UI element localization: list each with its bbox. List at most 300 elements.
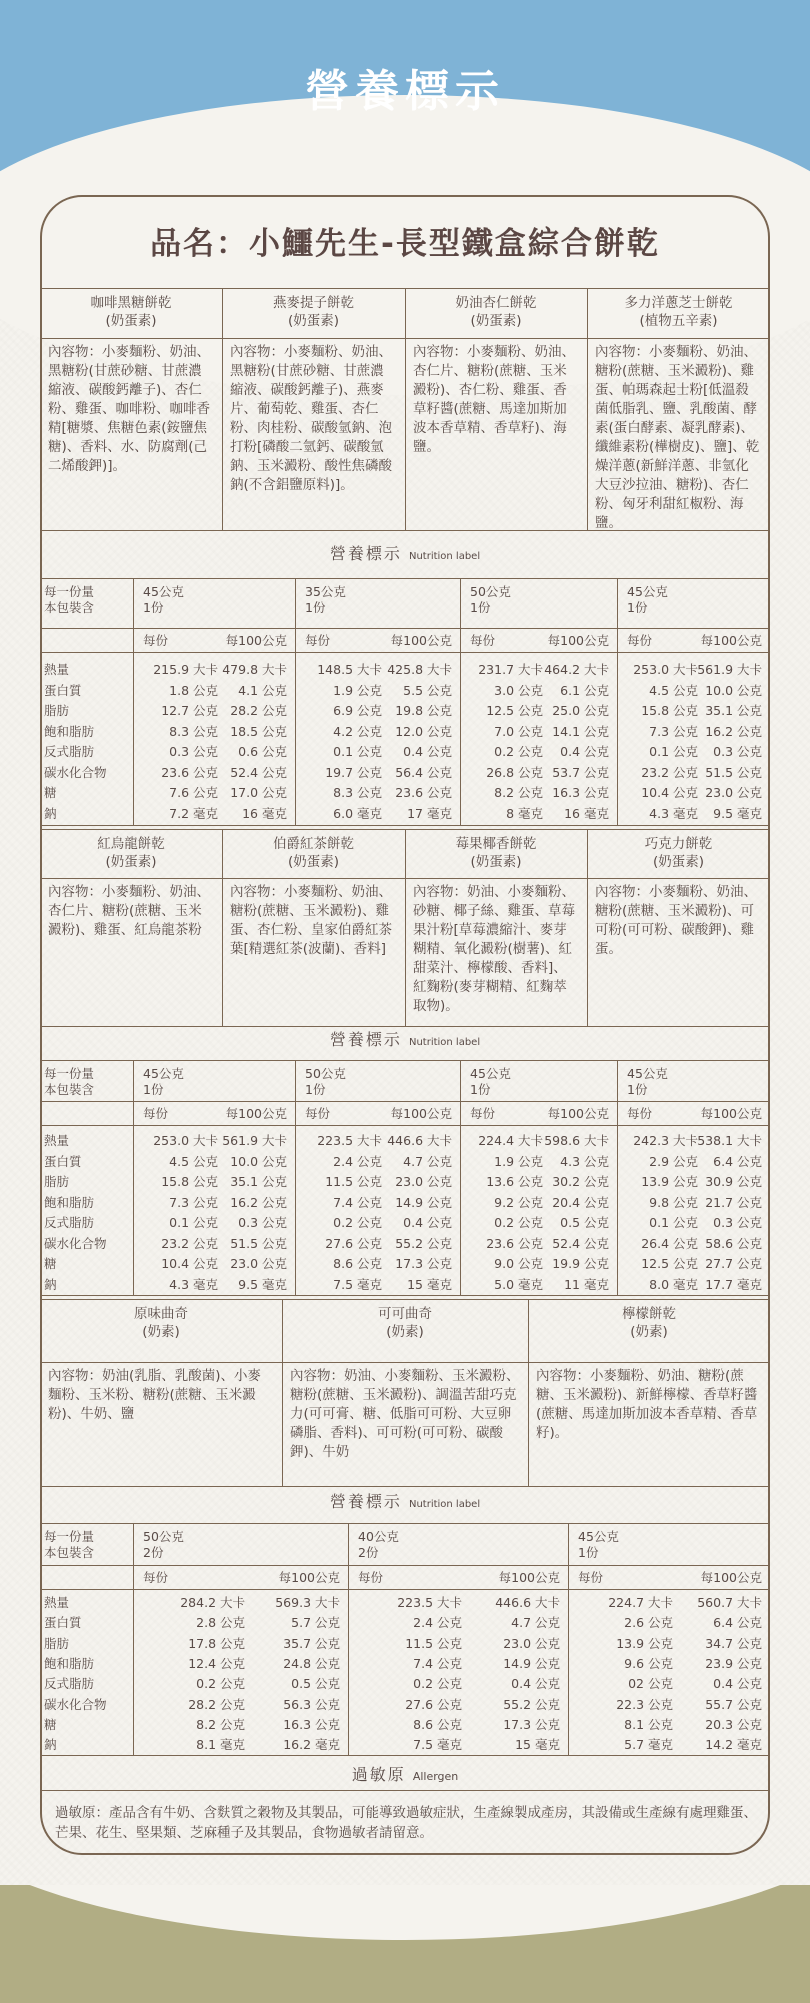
product-name: 品名：小鱷先生-長型鐵盒綜合餅乾	[150, 226, 660, 262]
per-serving-value: 10.4 公克	[641, 785, 698, 800]
serving-size: 45公克	[627, 584, 668, 599]
per-100g-value: 30.9 公克	[705, 1174, 762, 1189]
per-serving-value: 7.3 公克	[169, 1194, 218, 1210]
per-serving-value: 4.2 公克	[333, 723, 382, 739]
product-ingredients: 內容物：小麥麵粉、奶油、糖粉(蔗糖、玉米澱粉)、新鮮檸檬、香草籽醬(蔗糖、馬達加斯加波本香草精、香草籽)。	[536, 1368, 758, 1441]
per-100g-header: 每100公克	[225, 1106, 287, 1121]
per-100g-value: 464.2 大卡	[544, 662, 609, 677]
nutrient-label: 熱量	[44, 1133, 70, 1148]
serving-count: 1份	[143, 600, 164, 615]
per-100g-value: 560.7 大卡	[697, 1595, 762, 1610]
per-100g-value: 18.5 公克	[230, 723, 287, 739]
per-100g-value: 0.4 公克	[560, 744, 609, 759]
per-serving-value: 0.2 公克	[494, 1215, 543, 1230]
per-100g-header: 每100公克	[498, 1570, 560, 1585]
serving-count: 1份	[627, 1082, 648, 1097]
per-serving-header: 每份	[470, 633, 496, 648]
per-100g-value: 598.6 大卡	[544, 1133, 609, 1148]
per-100g-header: 每100公克	[700, 1106, 762, 1121]
nutrient-label: 鈉	[44, 1737, 57, 1753]
per-serving-header: 每份	[578, 1570, 604, 1585]
per-serving-value: 7.4 公克	[413, 1655, 462, 1671]
per-100g-header: 每100公克	[225, 633, 287, 648]
serving-count: 1份	[627, 600, 648, 615]
per-serving-value: 5.7 毫克	[624, 1737, 673, 1753]
per-serving-value: 8.6 公克	[333, 1256, 382, 1271]
per-100g-value: 0.3 公克	[713, 744, 762, 759]
per-serving-value: 0.2 公克	[196, 1676, 245, 1692]
per-serving-value: 02 公克	[628, 1676, 673, 1692]
per-serving-value: 224.7 大卡	[608, 1595, 673, 1610]
per-100g-value: 17.0 公克	[230, 785, 287, 800]
per-100g-value: 538.1 大卡	[697, 1133, 762, 1148]
per-serving-value: 19.7 公克	[325, 764, 382, 780]
divider	[40, 1101, 770, 1102]
per-100g-value: 15 毫克	[407, 1276, 452, 1292]
product-header	[222, 835, 405, 871]
per-serving-value: 17.8 公克	[188, 1635, 245, 1651]
per-serving-value: 2.6 公克	[624, 1615, 673, 1631]
per-100g-value: 11 毫克	[564, 1276, 609, 1292]
divider	[40, 1125, 770, 1126]
per-100g-value: 561.9 大卡	[697, 662, 762, 677]
nutrition-label-title: 營養標示 Nutrition label	[329, 1492, 481, 1511]
nutrient-label: 糖	[44, 785, 57, 800]
per-100g-header: 每100公克	[390, 633, 452, 648]
per-100g-value: 0.5 公克	[560, 1215, 609, 1230]
per-100g-value: 6.4 公克	[713, 1615, 762, 1631]
per-100g-value: 16.3 公克	[552, 785, 609, 800]
divider	[40, 1589, 770, 1590]
per-100g-value: 4.7 公克	[403, 1153, 452, 1169]
per-100g-header: 每100公克	[547, 1106, 609, 1121]
product-header	[587, 294, 770, 330]
per-100g-value: 51.5 公克	[230, 1235, 287, 1251]
serving-count: 1份	[143, 1082, 164, 1097]
per-serving-value: 12.5 公克	[641, 1256, 698, 1271]
per-100g-value: 0.4 公克	[403, 744, 452, 759]
per-serving-value: 7.3 公克	[649, 723, 698, 739]
per-serving-value: 215.9 大卡	[153, 662, 218, 677]
per-100g-value: 5.5 公克	[403, 682, 452, 698]
per-serving-value: 4.5 公克	[649, 682, 698, 698]
serving-size: 35公克	[305, 584, 346, 599]
per-100g-value: 14.2 毫克	[705, 1737, 762, 1753]
product-header	[282, 1305, 528, 1341]
per-serving-value: 15.8 公克	[161, 1174, 218, 1189]
product-ingredients: 內容物：小麥麵粉、奶油、糖粉(蔗糖、玉米澱粉)、雞蛋、帕瑪森起士粉[低溫殺菌低脂乳、鹽、乳酸菌、酵素(蛋白酵素、凝乳酵素)、纖維素粉(樺樹皮)、鹽]、乾燥洋蔥(新鮮洋蔥、非氫化大豆沙拉油、糖粉)、杏仁粉、匈牙利甜紅椒粉、海鹽。	[595, 344, 760, 531]
product-diet-type: (植物五辛素)	[639, 313, 718, 329]
per-100g-header: 每100公克	[390, 1106, 452, 1121]
serving-count: 1份	[305, 600, 326, 615]
product-title: 咖啡黑糖餅乾	[90, 295, 172, 311]
nutrient-label: 熱量	[44, 662, 70, 677]
per-100g-value: 4.1 公克	[238, 682, 287, 698]
serving-count: 2份	[358, 1545, 379, 1560]
product-diet-type: (奶蛋素)	[105, 313, 157, 329]
divider	[40, 1523, 770, 1524]
per-100g-value: 561.9 大卡	[222, 1133, 287, 1148]
product-diet-type: (奶素)	[630, 1324, 668, 1340]
per-serving-value: 253.0 大卡	[153, 1133, 218, 1148]
per-100g-value: 10.0 公克	[705, 682, 762, 698]
product-ingredients: 內容物：小麥麵粉、奶油、糖粉(蔗糖、玉米澱粉)、雞蛋、杏仁粉、皇家伯爵紅茶葉[精選紅茶(波蘭)、香料]	[230, 884, 392, 957]
per-100g-value: 4.7 公克	[511, 1615, 560, 1631]
per-100g-value: 425.8 大卡	[387, 662, 452, 677]
per-serving-value: 23.6 公克	[486, 1235, 543, 1251]
serving-size-label: 每一份量	[44, 1066, 95, 1081]
product-title: 原味曲奇	[134, 1306, 188, 1322]
divider	[40, 628, 770, 629]
per-serving-value: 11.5 公克	[325, 1174, 382, 1189]
per-100g-value: 53.7 公克	[552, 764, 609, 780]
per-100g-value: 4.3 公克	[560, 1153, 609, 1169]
per-100g-value: 23.9 公克	[705, 1655, 762, 1671]
per-serving-header: 每份	[470, 1106, 496, 1121]
per-serving-value: 1.9 公克	[494, 1153, 543, 1169]
per-serving-header: 每份	[143, 1106, 169, 1121]
per-100g-value: 56.4 公克	[395, 764, 452, 780]
per-100g-value: 16 毫克	[564, 805, 609, 821]
serving-size: 45公克	[143, 584, 184, 599]
per-serving-header: 每份	[358, 1570, 384, 1585]
per-serving-value: 7.2 毫克	[169, 805, 218, 821]
per-serving-value: 7.5 毫克	[333, 1276, 382, 1292]
product-ingredients: 內容物：小麥麵粉、奶油、糖粉(蔗糖、玉米澱粉)、可可粉(可可粉、碳酸鉀)、雞蛋。	[595, 884, 757, 957]
divider	[40, 825, 770, 826]
per-100g-value: 479.8 大卡	[222, 662, 287, 677]
product-ingredients: 內容物：奶油、小麥麵粉、玉米澱粉、糖粉(蔗糖、玉米澱粉)、調溫苦甜巧克力(可可膏、糖、低脂可可粉、大豆卵磷脂、香料)、可可粉(可可粉、碳酸鉀)、牛奶	[290, 1368, 520, 1460]
per-100g-value: 5.7 公克	[291, 1615, 340, 1631]
per-serving-value: 13.9 公克	[641, 1174, 698, 1189]
serving-count: 2份	[143, 1545, 164, 1560]
per-100g-value: 569.3 大卡	[275, 1595, 340, 1610]
per-100g-value: 34.7 公克	[705, 1635, 762, 1651]
per-serving-value: 23.2 公克	[641, 764, 698, 780]
per-serving-value: 0.2 公克	[413, 1676, 462, 1692]
product-header	[222, 294, 405, 330]
divider	[40, 652, 770, 653]
per-100g-value: 0.4 公克	[511, 1676, 560, 1692]
per-serving-value: 9.8 公克	[649, 1194, 698, 1210]
nutrient-label: 熱量	[44, 1595, 70, 1610]
per-serving-value: 4.5 公克	[169, 1153, 218, 1169]
per-100g-value: 35.7 公克	[283, 1635, 340, 1651]
product-ingredients: 內容物：小麥麵粉、奶油、黑糖粉(甘蔗砂糖、甘蔗濃縮液、碳酸鈣離子)、杏仁粉、雞蛋、咖啡粉、咖啡香精[糖漿、焦糖色素(銨鹽焦糖)、香料、水、防腐劑(己二烯酸鉀)]。	[48, 344, 210, 474]
per-100g-value: 35.1 公克	[705, 703, 762, 718]
per-serving-value: 8.3 公克	[333, 785, 382, 800]
per-100g-value: 55.2 公克	[503, 1696, 560, 1712]
per-serving-value: 8.0 毫克	[649, 1276, 698, 1292]
per-100g-header: 每100公克	[700, 1570, 762, 1585]
per-serving-value: 0.2 公克	[333, 1215, 382, 1230]
product-ingredients: 內容物：小麥麵粉、奶油、杏仁片、糖粉(蔗糖、玉米澱粉)、雞蛋、紅烏龍茶粉	[48, 884, 210, 938]
per-100g-value: 30.2 公克	[552, 1174, 609, 1189]
per-serving-header: 每份	[305, 1106, 331, 1121]
product-header	[528, 1305, 770, 1341]
nutrient-label: 碳水化合物	[44, 764, 107, 780]
per-100g-value: 14.1 公克	[552, 723, 609, 739]
per-serving-value: 13.9 公克	[616, 1635, 673, 1651]
product-header	[405, 835, 587, 871]
per-serving-value: 11.5 公克	[405, 1635, 462, 1651]
serving-size: 40公克	[358, 1529, 399, 1544]
product-ingredients: 內容物：小麥麵粉、奶油、杏仁片、糖粉(蔗糖、玉米澱粉)、杏仁粉、雞蛋、香草籽醬(蔗糖、馬達加斯加波本香草精、香草籽)、海鹽。	[413, 344, 575, 455]
per-100g-value: 23.0 公克	[705, 785, 762, 800]
serving-size: 45公克	[470, 1066, 511, 1081]
per-100g-value: 25.0 公克	[552, 703, 609, 718]
per-serving-value: 15.8 公克	[641, 703, 698, 718]
per-100g-value: 23.0 公克	[230, 1256, 287, 1271]
nutrient-label: 鈉	[44, 805, 57, 821]
product-title: 巧克力餅乾	[644, 836, 713, 852]
product-title: 可可曲奇	[378, 1306, 432, 1322]
serving-size: 50公克	[305, 1066, 346, 1081]
per-serving-value: 2.4 公克	[413, 1615, 462, 1631]
per-serving-value: 7.5 毫克	[413, 1737, 462, 1753]
nutrient-label: 鈉	[44, 1276, 57, 1292]
per-serving-value: 148.5 大卡	[317, 662, 382, 677]
per-serving-value: 2.4 公克	[333, 1153, 382, 1169]
per-100g-value: 446.6 大卡	[387, 1133, 452, 1148]
footer-band	[0, 1885, 810, 2003]
per-serving-value: 0.1 公克	[333, 744, 382, 759]
nutrient-label: 反式脂肪	[44, 744, 95, 759]
nutrient-label: 糖	[44, 1256, 57, 1271]
product-diet-type: (奶蛋素)	[105, 854, 157, 870]
per-serving-value: 27.6 公克	[325, 1235, 382, 1251]
product-diet-type: (奶蛋素)	[652, 854, 705, 870]
per-serving-value: 8 毫克	[506, 805, 543, 821]
allergen-text: 過敏原：產品含有牛奶、含麩質之穀物及其製品，可能導致過敏症狀，生產線製成產房，其設備或生產線有處理雞蛋、芒果、花生、堅果類、芝麻種子及其製品，食物過敏者請留意。	[55, 1805, 757, 1841]
per-serving-value: 12.7 公克	[161, 703, 218, 718]
per-100g-value: 51.5 公克	[705, 764, 762, 780]
per-serving-value: 8.2 公克	[494, 785, 543, 800]
per-serving-value: 8.1 毫克	[196, 1737, 245, 1753]
nutrient-label: 碳水化合物	[44, 1235, 107, 1251]
per-serving-value: 2.9 公克	[649, 1153, 698, 1169]
per-serving-value: 7.0 公克	[494, 723, 543, 739]
per-100g-value: 35.1 公克	[230, 1174, 287, 1189]
serving-count: 1份	[470, 600, 491, 615]
per-serving-value: 8.3 公克	[169, 723, 218, 739]
nutrient-label: 飽和脂肪	[44, 723, 95, 739]
per-100g-value: 17 毫克	[407, 805, 452, 821]
per-100g-value: 16.2 公克	[705, 723, 762, 739]
per-serving-value: 9.2 公克	[494, 1194, 543, 1210]
nutrient-label: 飽和脂肪	[44, 1194, 95, 1210]
divider	[40, 1790, 770, 1791]
per-100g-value: 19.9 公克	[552, 1256, 609, 1271]
per-serving-value: 253.0 大卡	[633, 662, 698, 677]
nutrient-label: 蛋白質	[44, 1153, 82, 1169]
per-serving-value: 6.9 公克	[333, 703, 382, 718]
product-title: 奶油杏仁餅乾	[455, 295, 537, 311]
per-100g-value: 55.2 公克	[395, 1235, 452, 1251]
serving-count: 1份	[578, 1545, 599, 1560]
per-serving-value: 1.9 公克	[333, 682, 382, 698]
product-title: 多力洋蔥芝士餅乾	[624, 295, 733, 311]
per-serving-value: 8.1 公克	[624, 1716, 673, 1732]
per-100g-value: 23.0 公克	[395, 1174, 452, 1189]
per-serving-value: 2.8 公克	[196, 1615, 245, 1631]
per-serving-value: 10.4 公克	[161, 1256, 218, 1271]
nutrient-label: 脂肪	[44, 703, 70, 718]
per-serving-value: 9.0 公克	[494, 1256, 543, 1271]
product-ingredients: 內容物：奶油、小麥麵粉、砂糖、椰子絲、雞蛋、草莓果汁粉[草莓濃縮汁、麥芽糊精、氧化澱粉(樹薯)、紅甜菜汁、檸檬酸、香料]、紅麴粉(麥芽糊精、紅麴萃取物)。	[413, 884, 575, 1014]
per-100g-value: 24.8 公克	[283, 1655, 340, 1671]
per-serving-value: 5.0 毫克	[494, 1276, 543, 1292]
per-serving-value: 0.3 公克	[169, 744, 218, 759]
per-100g-value: 21.7 公克	[705, 1194, 762, 1210]
per-serving-header: 每份	[627, 633, 653, 648]
per-100g-value: 17.3 公克	[395, 1256, 452, 1271]
per-serving-value: 12.5 公克	[486, 703, 543, 718]
divider	[40, 1362, 770, 1363]
per-100g-value: 58.6 公克	[705, 1235, 762, 1251]
per-100g-value: 52.4 公克	[552, 1235, 609, 1251]
per-100g-value: 0.4 公克	[403, 1215, 452, 1230]
per-100g-value: 446.6 大卡	[495, 1595, 560, 1610]
serving-size: 45公克	[578, 1529, 619, 1544]
serving-size-label: 每一份量	[44, 1529, 95, 1544]
serving-size: 45公克	[627, 1066, 668, 1081]
per-serving-header: 每份	[305, 633, 331, 648]
per-100g-value: 15 毫克	[515, 1737, 560, 1753]
page-title: 營養標示	[305, 66, 505, 117]
per-100g-value: 6.1 公克	[560, 682, 609, 698]
per-serving-value: 27.6 公克	[405, 1696, 462, 1712]
product-title: 莓果椰香餅乾	[455, 836, 537, 852]
product-diet-type: (奶蛋素)	[287, 313, 340, 329]
allergen-title: 過敏原 Allergen	[351, 1765, 459, 1784]
servings-per-pack-label: 本包裝含	[44, 600, 95, 615]
divider	[40, 578, 770, 579]
nutrient-label: 反式脂肪	[44, 1215, 95, 1230]
per-serving-value: 231.7 大卡	[478, 662, 543, 677]
serving-size-label: 每一份量	[44, 584, 95, 599]
per-100g-value: 17.3 公克	[503, 1716, 560, 1732]
nutrient-label: 碳水化合物	[44, 1696, 107, 1712]
product-header	[40, 294, 222, 330]
per-serving-value: 0.1 公克	[649, 744, 698, 759]
per-serving-value: 1.8 公克	[169, 682, 218, 698]
per-100g-value: 0.5 公克	[291, 1676, 340, 1692]
per-serving-value: 284.2 大卡	[180, 1595, 245, 1610]
product-diet-type: (奶蛋素)	[287, 854, 340, 870]
per-100g-value: 23.0 公克	[503, 1635, 560, 1651]
per-100g-value: 12.0 公克	[395, 723, 452, 739]
divider	[40, 1565, 770, 1566]
per-serving-value: 9.6 公克	[624, 1655, 673, 1671]
per-serving-value: 26.4 公克	[641, 1235, 698, 1251]
per-100g-header: 每100公克	[700, 633, 762, 648]
product-header	[587, 835, 770, 871]
per-100g-value: 28.2 公克	[230, 703, 287, 718]
product-ingredients: 內容物：小麥麵粉、奶油、黑糖粉(甘蔗砂糖、甘蔗濃縮液、碳酸鈣離子)、燕麥片、葡萄乾、雞蛋、杏仁粉、肉桂粉、碳酸氫鈉、泡打粉[磷酸二氫鈣、碳酸氫鈉、玉米澱粉、酸性焦磷酸鈉(不含鋁鹽原料)]。	[230, 344, 392, 493]
per-100g-value: 16.3 公克	[283, 1716, 340, 1732]
per-serving-value: 4.3 毫克	[649, 805, 698, 821]
per-100g-value: 55.7 公克	[705, 1696, 762, 1712]
per-100g-value: 23.6 公克	[395, 785, 452, 800]
product-title: 檸檬餅乾	[622, 1306, 676, 1322]
per-100g-value: 17.7 毫克	[705, 1276, 762, 1292]
product-header	[40, 835, 222, 871]
per-serving-value: 224.4 大卡	[478, 1133, 543, 1148]
per-serving-value: 0.2 公克	[494, 744, 543, 759]
per-serving-value: 13.6 公克	[486, 1174, 543, 1189]
per-serving-value: 8.6 公克	[413, 1716, 462, 1732]
per-serving-value: 23.6 公克	[161, 764, 218, 780]
per-serving-value: 23.2 公克	[161, 1235, 218, 1251]
product-title: 紅烏龍餅乾	[97, 836, 165, 852]
nutrition-label-title: 營養標示 Nutrition label	[329, 1030, 481, 1049]
per-serving-value: 223.5 大卡	[317, 1133, 382, 1148]
servings-per-pack-label: 本包裝含	[44, 1545, 95, 1560]
per-100g-header: 每100公克	[547, 633, 609, 648]
per-serving-value: 6.0 毫克	[333, 805, 382, 821]
per-100g-value: 6.4 公克	[713, 1153, 762, 1169]
per-serving-header: 每份	[143, 1570, 169, 1585]
per-100g-value: 10.0 公克	[230, 1153, 287, 1169]
per-serving-value: 223.5 大卡	[397, 1595, 462, 1610]
per-100g-value: 0.3 公克	[238, 1215, 287, 1230]
per-100g-value: 9.5 毫克	[713, 805, 762, 821]
per-100g-value: 14.9 公克	[503, 1655, 560, 1671]
per-serving-value: 12.4 公克	[188, 1655, 245, 1671]
divider	[40, 1295, 770, 1296]
per-serving-value: 26.8 公克	[486, 764, 543, 780]
product-header	[405, 294, 587, 330]
per-100g-value: 27.7 公克	[705, 1256, 762, 1271]
nutrient-label: 蛋白質	[44, 682, 82, 698]
per-serving-value: 22.3 公克	[616, 1696, 673, 1712]
per-serving-value: 242.3 大卡	[633, 1133, 698, 1148]
product-header	[40, 1305, 282, 1341]
divider	[40, 1755, 770, 1756]
per-serving-value: 7.4 公克	[333, 1194, 382, 1210]
per-serving-value: 28.2 公克	[188, 1696, 245, 1712]
product-title: 燕麥提子餅乾	[273, 295, 354, 311]
per-100g-value: 0.3 公克	[713, 1215, 762, 1230]
serving-count: 1份	[470, 1082, 491, 1097]
per-100g-value: 16.2 毫克	[283, 1737, 340, 1753]
product-diet-type: (奶素)	[386, 1324, 424, 1340]
per-serving-value: 7.6 公克	[169, 785, 218, 800]
per-serving-value: 0.1 公克	[169, 1215, 218, 1230]
per-100g-value: 14.9 公克	[395, 1194, 452, 1210]
serving-size: 50公克	[470, 584, 511, 599]
per-100g-value: 19.8 公克	[395, 703, 452, 718]
serving-size: 45公克	[143, 1066, 184, 1081]
serving-size: 50公克	[143, 1529, 184, 1544]
divider	[40, 1299, 770, 1300]
product-diet-type: (奶蛋素)	[470, 854, 522, 870]
nutrient-label: 蛋白質	[44, 1615, 82, 1631]
serving-count: 1份	[305, 1082, 326, 1097]
per-serving-value: 3.0 公克	[494, 682, 543, 698]
product-title: 伯爵紅茶餅乾	[273, 836, 354, 852]
product-diet-type: (奶蛋素)	[470, 313, 522, 329]
divider	[40, 1486, 770, 1487]
product-diet-type: (奶素)	[142, 1324, 180, 1340]
nutrient-label: 反式脂肪	[44, 1676, 95, 1692]
nutrient-label: 脂肪	[44, 1635, 70, 1651]
per-serving-header: 每份	[143, 633, 169, 648]
per-100g-value: 0.6 公克	[238, 744, 287, 759]
per-100g-value: 16 毫克	[242, 805, 287, 821]
per-100g-value: 20.3 公克	[705, 1716, 762, 1732]
